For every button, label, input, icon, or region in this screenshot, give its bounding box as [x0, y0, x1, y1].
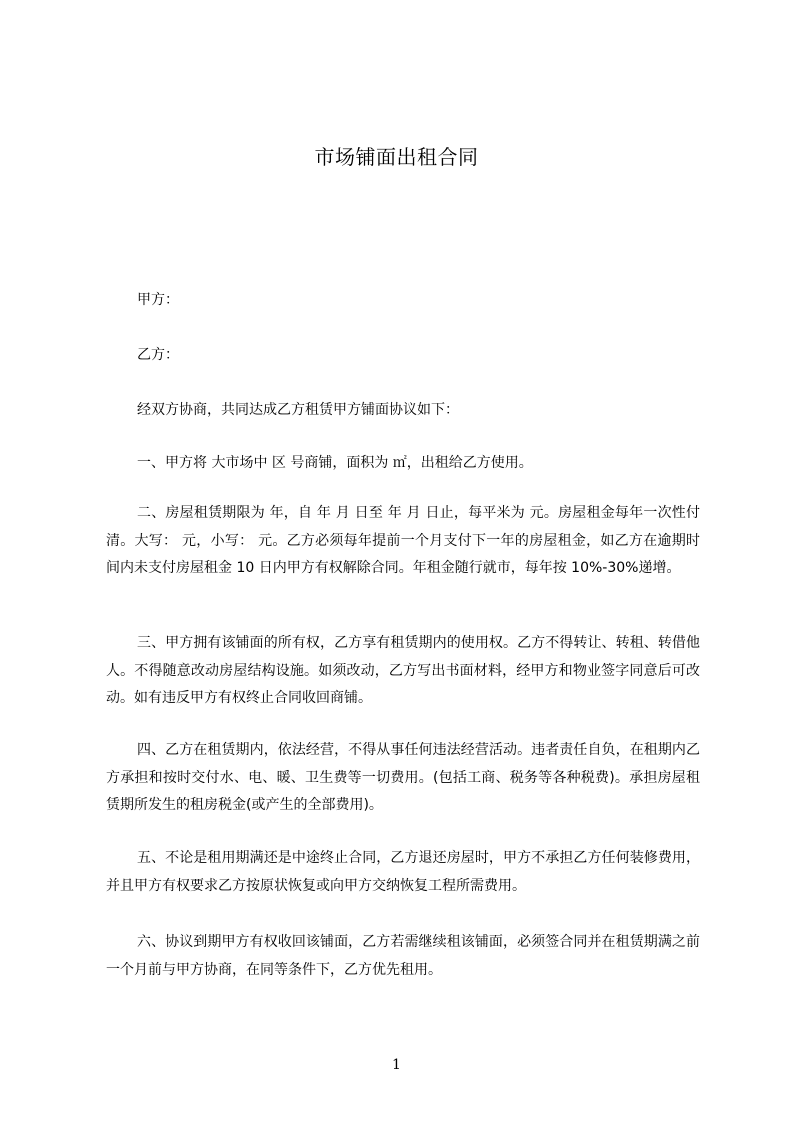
document-title: 市场铺面出租合同 — [314, 145, 479, 169]
clause-2: 二、房屋租赁期限为 年，自 年 月 日至 年 月 日止，每平米为 元。房屋租金每年一次性付清。大写： 元，小写： 元。乙方必须每年提前一个月支付下一年的房屋租金，如乙方在逾期时间内未支付房屋租金 10 日内甲方有权解除合同。年租金随行就市，每年按 10%-30%递增。 — [106, 505, 700, 576]
agreement-intro: 经双方协商，共同达成乙方租赁甲方铺面协议如下： — [137, 402, 459, 418]
clause-1: 一、甲方将 大市场中 区 号商铺，面积为 ㎡，出租给乙方使用。 — [137, 455, 533, 471]
clause-3: 三、甲方拥有该铺面的所有权，乙方享有租赁期内的使用权。乙方不得转让、转租、转借他人。不得随意改动房屋结构设施。如须改动，乙方写出书面材料，经甲方和物业签字同意后可改动。如有违反甲方有权终止合同收回商铺。 — [106, 635, 700, 706]
clause-6: 六、协议到期甲方有权收回该铺面，乙方若需继续租该铺面，必须签合同并在租赁期满之前一个月前与甲方协商，在同等条件下，乙方优先租用。 — [106, 934, 700, 978]
clause-4: 四、乙方在租赁期内，依法经营，不得从事任何违法经营活动。违者责任自负，在租期内乙方承担和按时交付水、电、暖、卫生费等一切费用。(包括工商、税务等各种税费)。承担房屋租赁期所发生的租房税金(或产生的全部费用)。 — [106, 742, 700, 813]
page-number: 1 — [392, 1057, 401, 1073]
party-b-label: 乙方： — [137, 347, 179, 363]
clause-5: 五、不论是租用期满还是中途终止合同，乙方退还房屋时，甲方不承担乙方任何装修费用，并且甲方有权要求乙方按原状恢复或向甲方交纳恢复工程所需费用。 — [106, 850, 700, 894]
party-a-label: 甲方： — [137, 292, 179, 308]
